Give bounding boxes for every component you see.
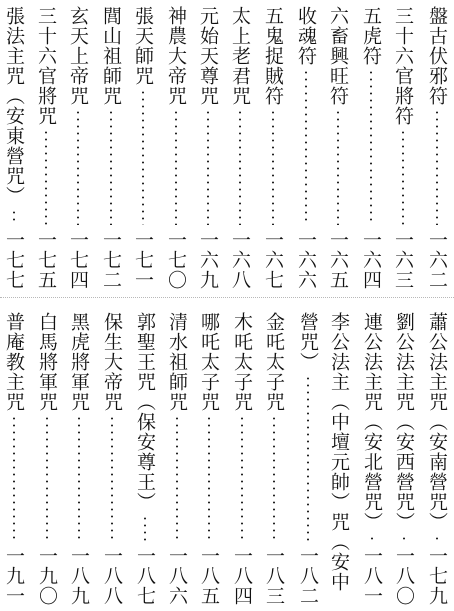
dot-leader — [436, 109, 438, 225]
entry-page: 一六九 — [197, 230, 219, 290]
dot-leader — [142, 89, 144, 225]
entry-title: 保生大帝咒 — [101, 312, 123, 412]
dot-leader — [77, 109, 79, 225]
entry-page: 一八九 — [68, 546, 90, 606]
dot-leader — [45, 129, 47, 225]
entry-title: 元始天尊咒 — [197, 6, 219, 106]
toc-entry — [297, 312, 319, 606]
entry-page: 一八〇 — [393, 546, 415, 606]
toc-entry — [68, 312, 90, 606]
entry-page: 一九〇 — [36, 546, 58, 606]
toc-bottom-section — [0, 300, 454, 611]
toc-entry — [67, 6, 89, 290]
toc-entry-continued — [328, 312, 350, 606]
entry-title: 收魂符 — [295, 6, 317, 66]
entry-title: 閭山祖師咒 — [100, 6, 122, 106]
toc-top-section — [0, 0, 454, 296]
entry-title: 營咒） — [297, 312, 319, 372]
entry-title: 劉公法主咒（安西營咒） — [393, 312, 415, 532]
entry-page: 一七九 — [426, 546, 448, 606]
entry-title: 張法主咒（安東營咒） — [3, 6, 25, 206]
entry-title: 張天師咒 — [132, 6, 154, 86]
dot-leader — [175, 109, 177, 225]
dot-leader — [307, 375, 309, 541]
entry-page: 一八三 — [263, 546, 285, 606]
toc-entry — [295, 6, 317, 290]
toc-entry — [262, 6, 284, 290]
toc-entry — [198, 312, 220, 606]
dot-leader — [337, 109, 339, 225]
dot-leader — [370, 69, 372, 225]
dot-leader — [371, 535, 373, 541]
entry-title: 神農大帝咒 — [165, 6, 187, 106]
dot-leader — [46, 415, 48, 541]
entry-page: 一七二 — [100, 230, 122, 290]
toc-entry — [263, 312, 285, 606]
entry-page: 一七七 — [3, 230, 25, 290]
dot-leader — [208, 415, 210, 541]
dot-leader — [436, 535, 438, 541]
entry-page: 一七五 — [35, 230, 57, 290]
toc-entry — [3, 312, 25, 606]
dot-leader — [402, 129, 404, 225]
entry-page: 一八一 — [361, 546, 383, 606]
page-divider — [0, 297, 454, 298]
entry-title: 郭聖王咒（保安尊王） — [134, 312, 156, 512]
entry-page: 一七四 — [67, 230, 89, 290]
entry-page: 一九一 — [3, 546, 25, 606]
entry-page: 一八六 — [166, 546, 188, 606]
entry-title: 三十六官將咒 — [35, 6, 57, 126]
entry-page: 一六七 — [262, 230, 284, 290]
entry-title: 清水祖師咒 — [166, 312, 188, 412]
entry-title: 普庵教主咒 — [3, 312, 25, 412]
entry-page: 一六六 — [295, 230, 317, 290]
dot-leader — [273, 415, 275, 541]
dot-leader — [110, 109, 112, 225]
toc-entry — [3, 6, 25, 290]
entry-page: 一八五 — [198, 546, 220, 606]
toc-entry — [165, 6, 187, 290]
entry-title: 三十六官將符 — [392, 6, 414, 126]
toc-entry — [360, 6, 382, 290]
entry-page: 一八七 — [134, 546, 156, 606]
toc-entry — [132, 6, 154, 290]
dot-leader — [78, 415, 80, 541]
dot-leader — [272, 109, 274, 225]
toc-entry — [426, 312, 448, 606]
dot-leader — [144, 515, 146, 541]
toc-entry — [35, 6, 57, 290]
entry-title: 哪吒太子咒 — [198, 312, 220, 412]
entry-page: 一六二 — [426, 230, 448, 290]
entry-title: 金吒太子咒 — [263, 312, 285, 412]
dot-leader — [176, 415, 178, 541]
entry-page: 一八八 — [101, 546, 123, 606]
toc-entry — [36, 312, 58, 606]
entry-page: 一六四 — [360, 230, 382, 290]
toc-entry — [393, 312, 415, 606]
entry-page: 一六五 — [327, 230, 349, 290]
dot-leader — [13, 209, 15, 225]
dot-leader — [111, 415, 113, 541]
entry-title: 木吒太子咒 — [231, 312, 253, 412]
entry-title: 太上老君咒 — [229, 6, 251, 106]
entry-page: 一六八 — [229, 230, 251, 290]
entry-title: 蕭公法主咒（安南營咒） — [426, 312, 448, 532]
toc-entry — [101, 312, 123, 606]
entry-page: 一八二 — [297, 546, 319, 606]
dot-leader — [241, 415, 243, 541]
toc-entry — [231, 312, 253, 606]
entry-title: 白馬將軍咒 — [36, 312, 58, 412]
entry-title: 盤古伏邪符 — [426, 6, 448, 106]
entry-title: 五鬼捉賊符 — [262, 6, 284, 106]
entry-title: 五虎符 — [360, 6, 382, 66]
dot-leader — [239, 109, 241, 225]
entry-title: 連公法主咒（安北營咒） — [361, 312, 383, 532]
entry-title: 玄天上帝咒 — [67, 6, 89, 106]
entry-title: 黑虎將軍咒 — [68, 312, 90, 412]
toc-entry — [100, 6, 122, 290]
toc-entry — [327, 6, 349, 290]
toc-entry — [426, 6, 448, 290]
entry-page: 一七一 — [132, 230, 154, 290]
entry-title: 六畜興旺符 — [327, 6, 349, 106]
entry-page: 一八四 — [231, 546, 253, 606]
entry-title: 李公法主（中壇元帥）咒（安中 — [328, 312, 350, 592]
toc-entry — [361, 312, 383, 606]
dot-leader — [403, 535, 405, 541]
dot-leader — [207, 109, 209, 225]
toc-entry — [392, 6, 414, 290]
toc-entry — [229, 6, 251, 290]
dot-leader — [13, 415, 15, 541]
toc-entry — [166, 312, 188, 606]
entry-page: 一七〇 — [165, 230, 187, 290]
toc-entry — [197, 6, 219, 290]
dot-leader — [305, 69, 307, 225]
entry-page: 一六三 — [392, 230, 414, 290]
toc-entry — [134, 312, 156, 606]
